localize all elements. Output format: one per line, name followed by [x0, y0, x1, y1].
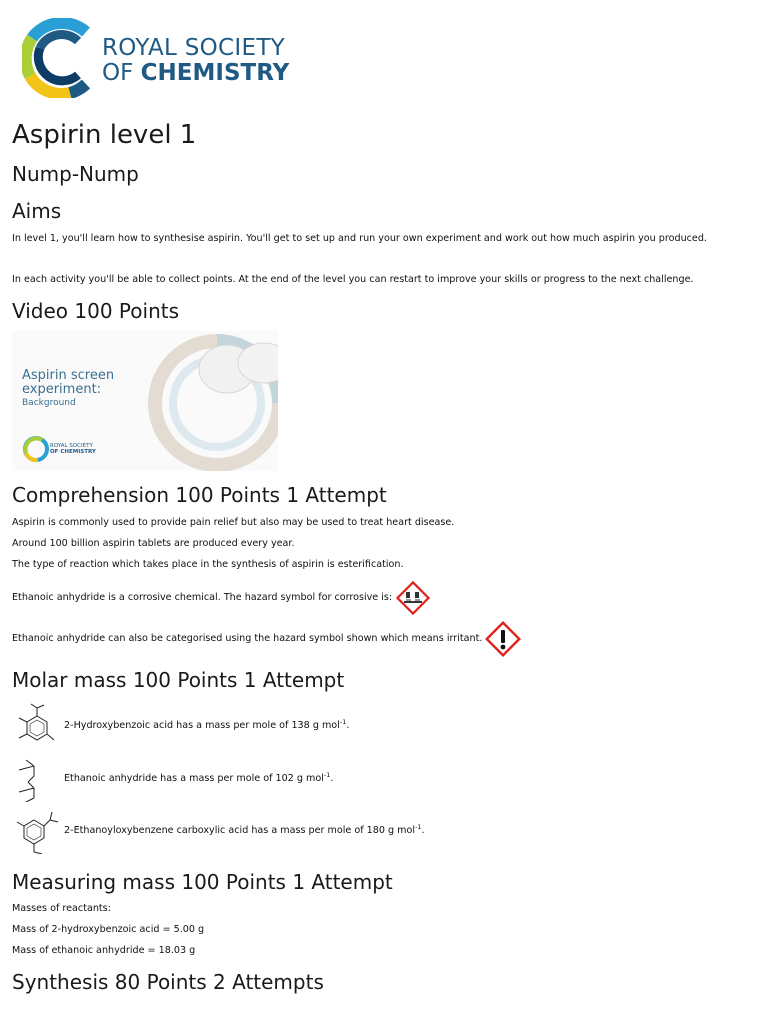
- comprehension-heading: Comprehension 100 Points 1 Attempt: [12, 483, 387, 507]
- video-logo-line-2: OF CHEMISTRY: [50, 449, 96, 455]
- molar-heading: Molar mass 100 Points 1 Attempt: [12, 668, 345, 692]
- molar-item-1: [64, 720, 349, 731]
- molar-item-3: [64, 825, 425, 836]
- measuring-line-3: Mass of ethanoic anhydride = 18.03 g: [12, 945, 196, 956]
- page-title: Aspirin level 1: [12, 120, 197, 150]
- aims-paragraph-1: In level 1, you'll learn how to synthesise aspirin. You'll get to set up and run your own experiment and work out how much aspirin you produced.: [12, 233, 707, 244]
- video-logo-text: [50, 443, 96, 455]
- comprehension-sentence-5: Ethanoic anhydride can also be categorised using the hazard symbol shown which means irritant.: [12, 633, 483, 644]
- molar-item-3-sup: -1: [415, 823, 422, 831]
- molar-item-2-end: .: [330, 773, 334, 784]
- page-subtitle: Nump-Nump: [12, 162, 139, 186]
- aims-heading: Aims: [12, 199, 62, 223]
- measuring-line-2: Mass of 2-hydroxybenzoic acid = 5.00 g: [12, 924, 205, 935]
- rsc-logo-text: [102, 37, 289, 85]
- molar-item-1-sup: -1: [339, 718, 347, 726]
- comprehension-sentence-2: Around 100 billion aspirin tablets are produced every year.: [12, 538, 295, 549]
- molar-item-1-text: 2-Hydroxybenzoic acid has a mass per mole of 138 g mol: [64, 720, 340, 731]
- logo-line-2-prefix: OF: [102, 60, 141, 86]
- video-heading: Video 100 Points: [12, 299, 180, 323]
- video-logo-line-1: ROYAL SOCIETY: [50, 443, 93, 449]
- video-subtitle: Background: [22, 398, 76, 408]
- synthesis-heading: Synthesis 80 Points 2 Attempts: [12, 970, 324, 994]
- measuring-line-1: Masses of reactants:: [12, 903, 111, 914]
- logo-line-2-bold: CHEMISTRY: [140, 60, 290, 86]
- aims-paragraph-2: In each activity you'll be able to collect points. At the end of the level you can restart to improve your skills or progress to the next challenge.: [12, 274, 694, 285]
- measuring-heading: Measuring mass 100 Points 1 Attempt: [12, 870, 393, 894]
- comprehension-sentence-4: Ethanoic anhydride is a corrosive chemical. The hazard symbol for corrosive is:: [12, 592, 393, 603]
- molecule-structure-icon: [14, 756, 60, 802]
- comprehension-sentence-1: Aspirin is commonly used to provide pain relief but also may be used to treat heart disease.: [12, 517, 455, 528]
- molecule-structure-icon: [14, 702, 60, 748]
- logo-line-1: ROYAL SOCIETY: [102, 35, 286, 61]
- irritant-hazard-icon: [484, 620, 522, 658]
- molar-item-3-text: 2-Ethanoyloxybenzene carboxylic acid has a mass per mole of 180 g mol: [64, 825, 416, 836]
- logo-line-2: [102, 62, 289, 85]
- molar-item-1-end: .: [346, 720, 350, 731]
- video-title-line-1: Aspirin screen: [22, 368, 115, 383]
- molecule-structure-icon: [14, 808, 60, 854]
- molar-item-3-end: .: [421, 825, 425, 836]
- corrosive-hazard-icon: [395, 580, 431, 616]
- video-thumbnail[interactable]: [12, 331, 278, 471]
- molar-item-2: [64, 773, 333, 784]
- molar-item-2-sup: -1: [323, 771, 331, 779]
- video-title-line-2: experiment:: [22, 382, 102, 397]
- video-title: [22, 369, 114, 397]
- comprehension-sentence-3: The type of reaction which takes place in the synthesis of aspirin is esterification.: [12, 559, 404, 570]
- molar-item-2-text: Ethanoic anhydride has a mass per mole of 102 g mol: [64, 773, 324, 784]
